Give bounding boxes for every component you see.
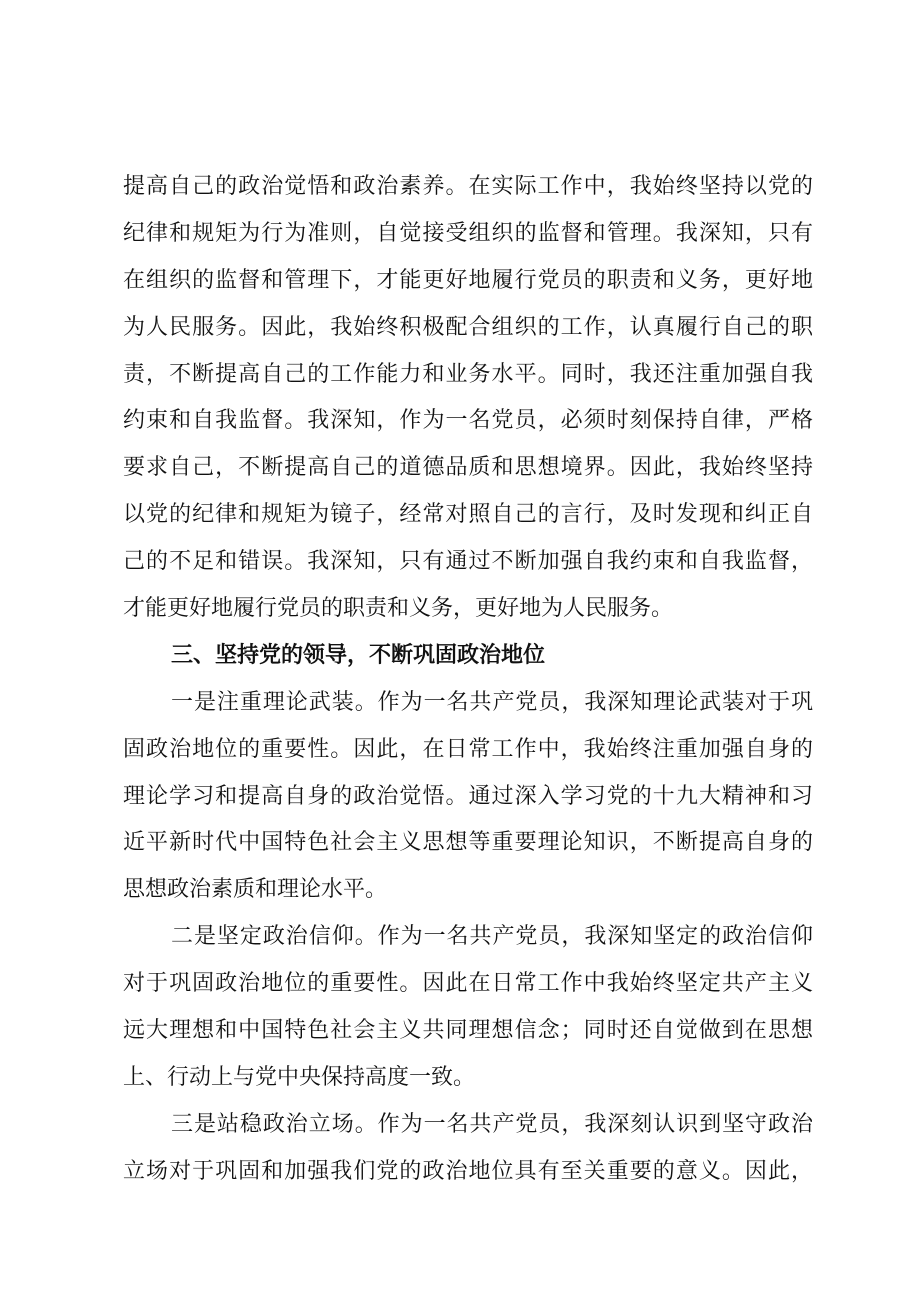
text-line: 思想政治素质和理论水平。 xyxy=(123,877,388,903)
text-line: 纪律和规矩为行为准则，自觉接受组织的监督和管理。我深知，只有 xyxy=(123,220,813,246)
paragraph-continued xyxy=(123,164,813,633)
text-line: 一是注重理论武装。作为一名共产党员，我深知理论武装对于巩 xyxy=(171,689,813,715)
text-line: 在组织的监督和管理下，才能更好地履行党员的职责和义务，更好地 xyxy=(123,267,813,293)
document-body xyxy=(123,164,813,1196)
text-line: 要求自己，不断提高自己的道德品质和思想境界。因此，我始终坚持 xyxy=(123,455,813,481)
text-line: 以党的纪律和规矩为镜子，经常对照自己的言行，及时发现和纠正自 xyxy=(123,502,813,528)
paragraph-theory xyxy=(123,680,813,914)
text-line: 为人民服务。因此，我始终积极配合组织的工作，认真履行自己的职 xyxy=(123,314,813,340)
text-line: 才能更好地履行党员的职责和义务，更好地为人民服务。 xyxy=(123,596,674,622)
text-line: 三是站稳政治立场。作为一名共产党员，我深刻认识到坚守政治 xyxy=(171,1111,813,1137)
text-line: 二是坚定政治信仰。作为一名共产党员，我深知坚定的政治信仰 xyxy=(171,924,813,950)
text-line: 对于巩固政治地位的重要性。因此在日常工作中我始终坚定共产主义 xyxy=(123,971,813,997)
text-line: 上、行动上与党中央保持高度一致。 xyxy=(123,1064,476,1090)
text-line: 提高自己的政治觉悟和政治素养。在实际工作中，我始终坚持以党的 xyxy=(123,174,813,199)
text-line: 己的不足和错误。我深知，只有通过不断加强自我约束和自我监督， xyxy=(123,549,813,575)
text-line: 远大理想和中国特色社会主义共同理想信念；同时还自觉做到在思想 xyxy=(123,1018,813,1044)
paragraph-belief xyxy=(123,914,813,1102)
paragraph-stance xyxy=(123,1102,813,1196)
text-line: 近平新时代中国特色社会主义思想等重要理论知识，不断提高自身的 xyxy=(123,830,813,856)
text-line: 理论学习和提高自身的政治觉悟。通过深入学习党的十九大精神和习 xyxy=(123,783,813,809)
section-heading: 三、坚持党的领导，不断巩固政治地位 xyxy=(171,642,546,668)
text-line: 责，不断提高自己的工作能力和业务水平。同时，我还注重加强自我 xyxy=(123,361,813,387)
text-line: 固政治地位的重要性。因此，在日常工作中，我始终注重加强自身的 xyxy=(123,736,813,762)
text-line: 立场对于巩固和加强我们党的政治地位具有至关重要的意义。因此， xyxy=(123,1158,813,1184)
text-line: 约束和自我监督。我深知，作为一名党员，必须时刻保持自律，严格 xyxy=(123,408,813,434)
